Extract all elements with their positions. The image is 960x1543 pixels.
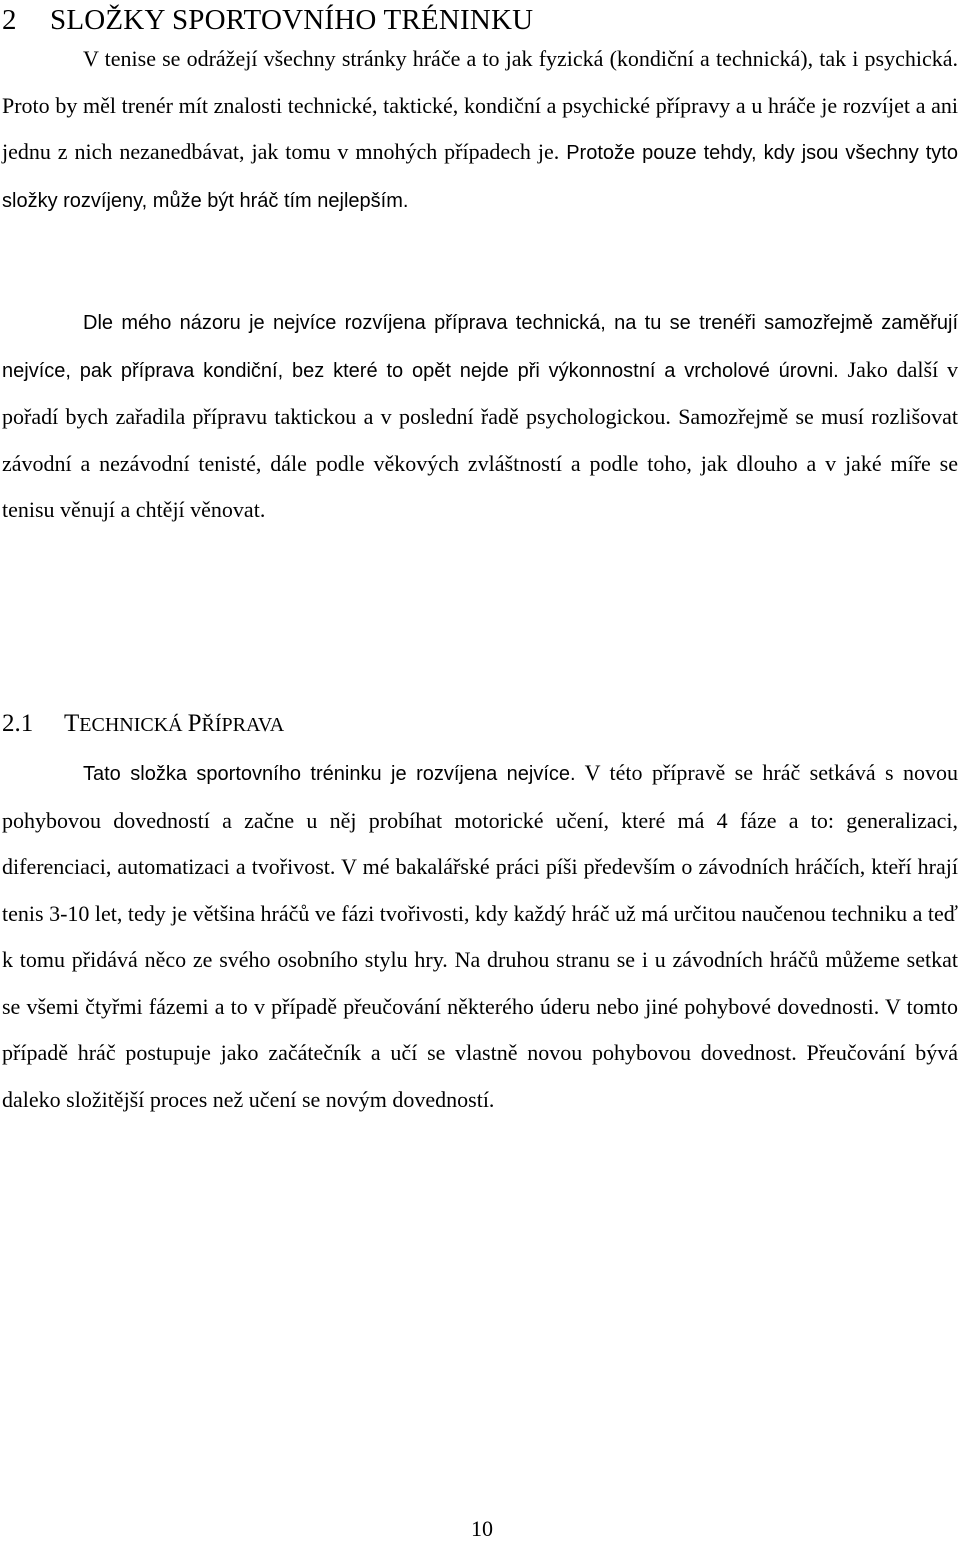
section-number: 2.1	[2, 710, 34, 737]
paragraph-technical-text-a: Tato složka sportovního tréninku je rozvíjena nejvíce.	[83, 763, 576, 785]
chapter-heading	[2, 2, 952, 38]
section-heading	[2, 707, 952, 742]
paragraph-technical-text-b: V této přípravě se hráč setkává s novou pohybovou dovedností a začne u něj probíhat motorické učení, které má 4 fáze a to: generalizaci, diferenciaci, automatizaci a tvořivost. V mé bakalářské práci píši především o závodních hráčích, kteří hrají tenis 3-10 let, tedy je většina hráčů ve fázi tvořivosti, kdy každý hráč už má určitou naučenou techniku a teď k tomu přidává něco ze svého osobního stylu hry. Na druhou stranu se i u závodních hráčů můžeme setkat se všemi čtyřmi fázemi a to v případě přeučování některého úderu nebo jiné pohybové dovednosti. V tomto případě hráč postupuje jako začátečník a učí se vlastně novou pohybovou dovednost. Přeučování bývá daleko složitější proces než učení se novým dovedností.	[2, 760, 959, 1112]
section-title-part1: ECHNICKÁ	[79, 714, 188, 736]
section-title-initial: T	[64, 710, 80, 737]
paragraph-opinion-text-b: Jako další v pořadí bych zařadila přípravu taktickou a v poslední řadě psychologickou. Samozřejmě se musí rozlišovat závodní a nezávodní tenisté, dále podle věkových zvláštností a podle toho, jak dlouho a v jaké míře se tenisu věnují a chtějí věnovat.	[2, 356, 958, 522]
section-title-initial2: P	[187, 710, 202, 737]
section-title-part2: ŘÍPRAVA	[201, 714, 285, 736]
paragraph-opinion-text-a: Dle mého názoru je nejvíce rozvíjena příprava technická, na tu se trenéři samozřejmě zaměřují nejvíce, pak příprava kondiční, bez které to opět nejde při výkonnostní a vrcholové úrovni.	[2, 312, 958, 382]
paragraph-intro-text-a: V tenise se odrážejí všechny stránky hráče a to jak fyzická (kondiční a technická), tak i psychická. Proto by měl trenér mít znalosti technické, taktické, kondiční a psychické přípravy a u hráče je rozvíjet a ani jednu z nich nezanedbávat, jak tomu v mnohých případech je.	[2, 46, 958, 164]
chapter-number: 2	[2, 4, 17, 36]
paragraph-intro	[2, 36, 958, 224]
paragraph-intro-text-b: Protože pouze tehdy, kdy jsou všechny tyto složky rozvíjeny, může být hráč tím nejlepším.	[2, 142, 958, 212]
paragraph-technical	[2, 750, 958, 1123]
paragraph-opinion	[2, 299, 958, 534]
page-number: 10	[471, 1516, 493, 1541]
chapter-title: SLOŽKY SPORTOVNÍHO TRÉNINKU	[50, 4, 534, 36]
